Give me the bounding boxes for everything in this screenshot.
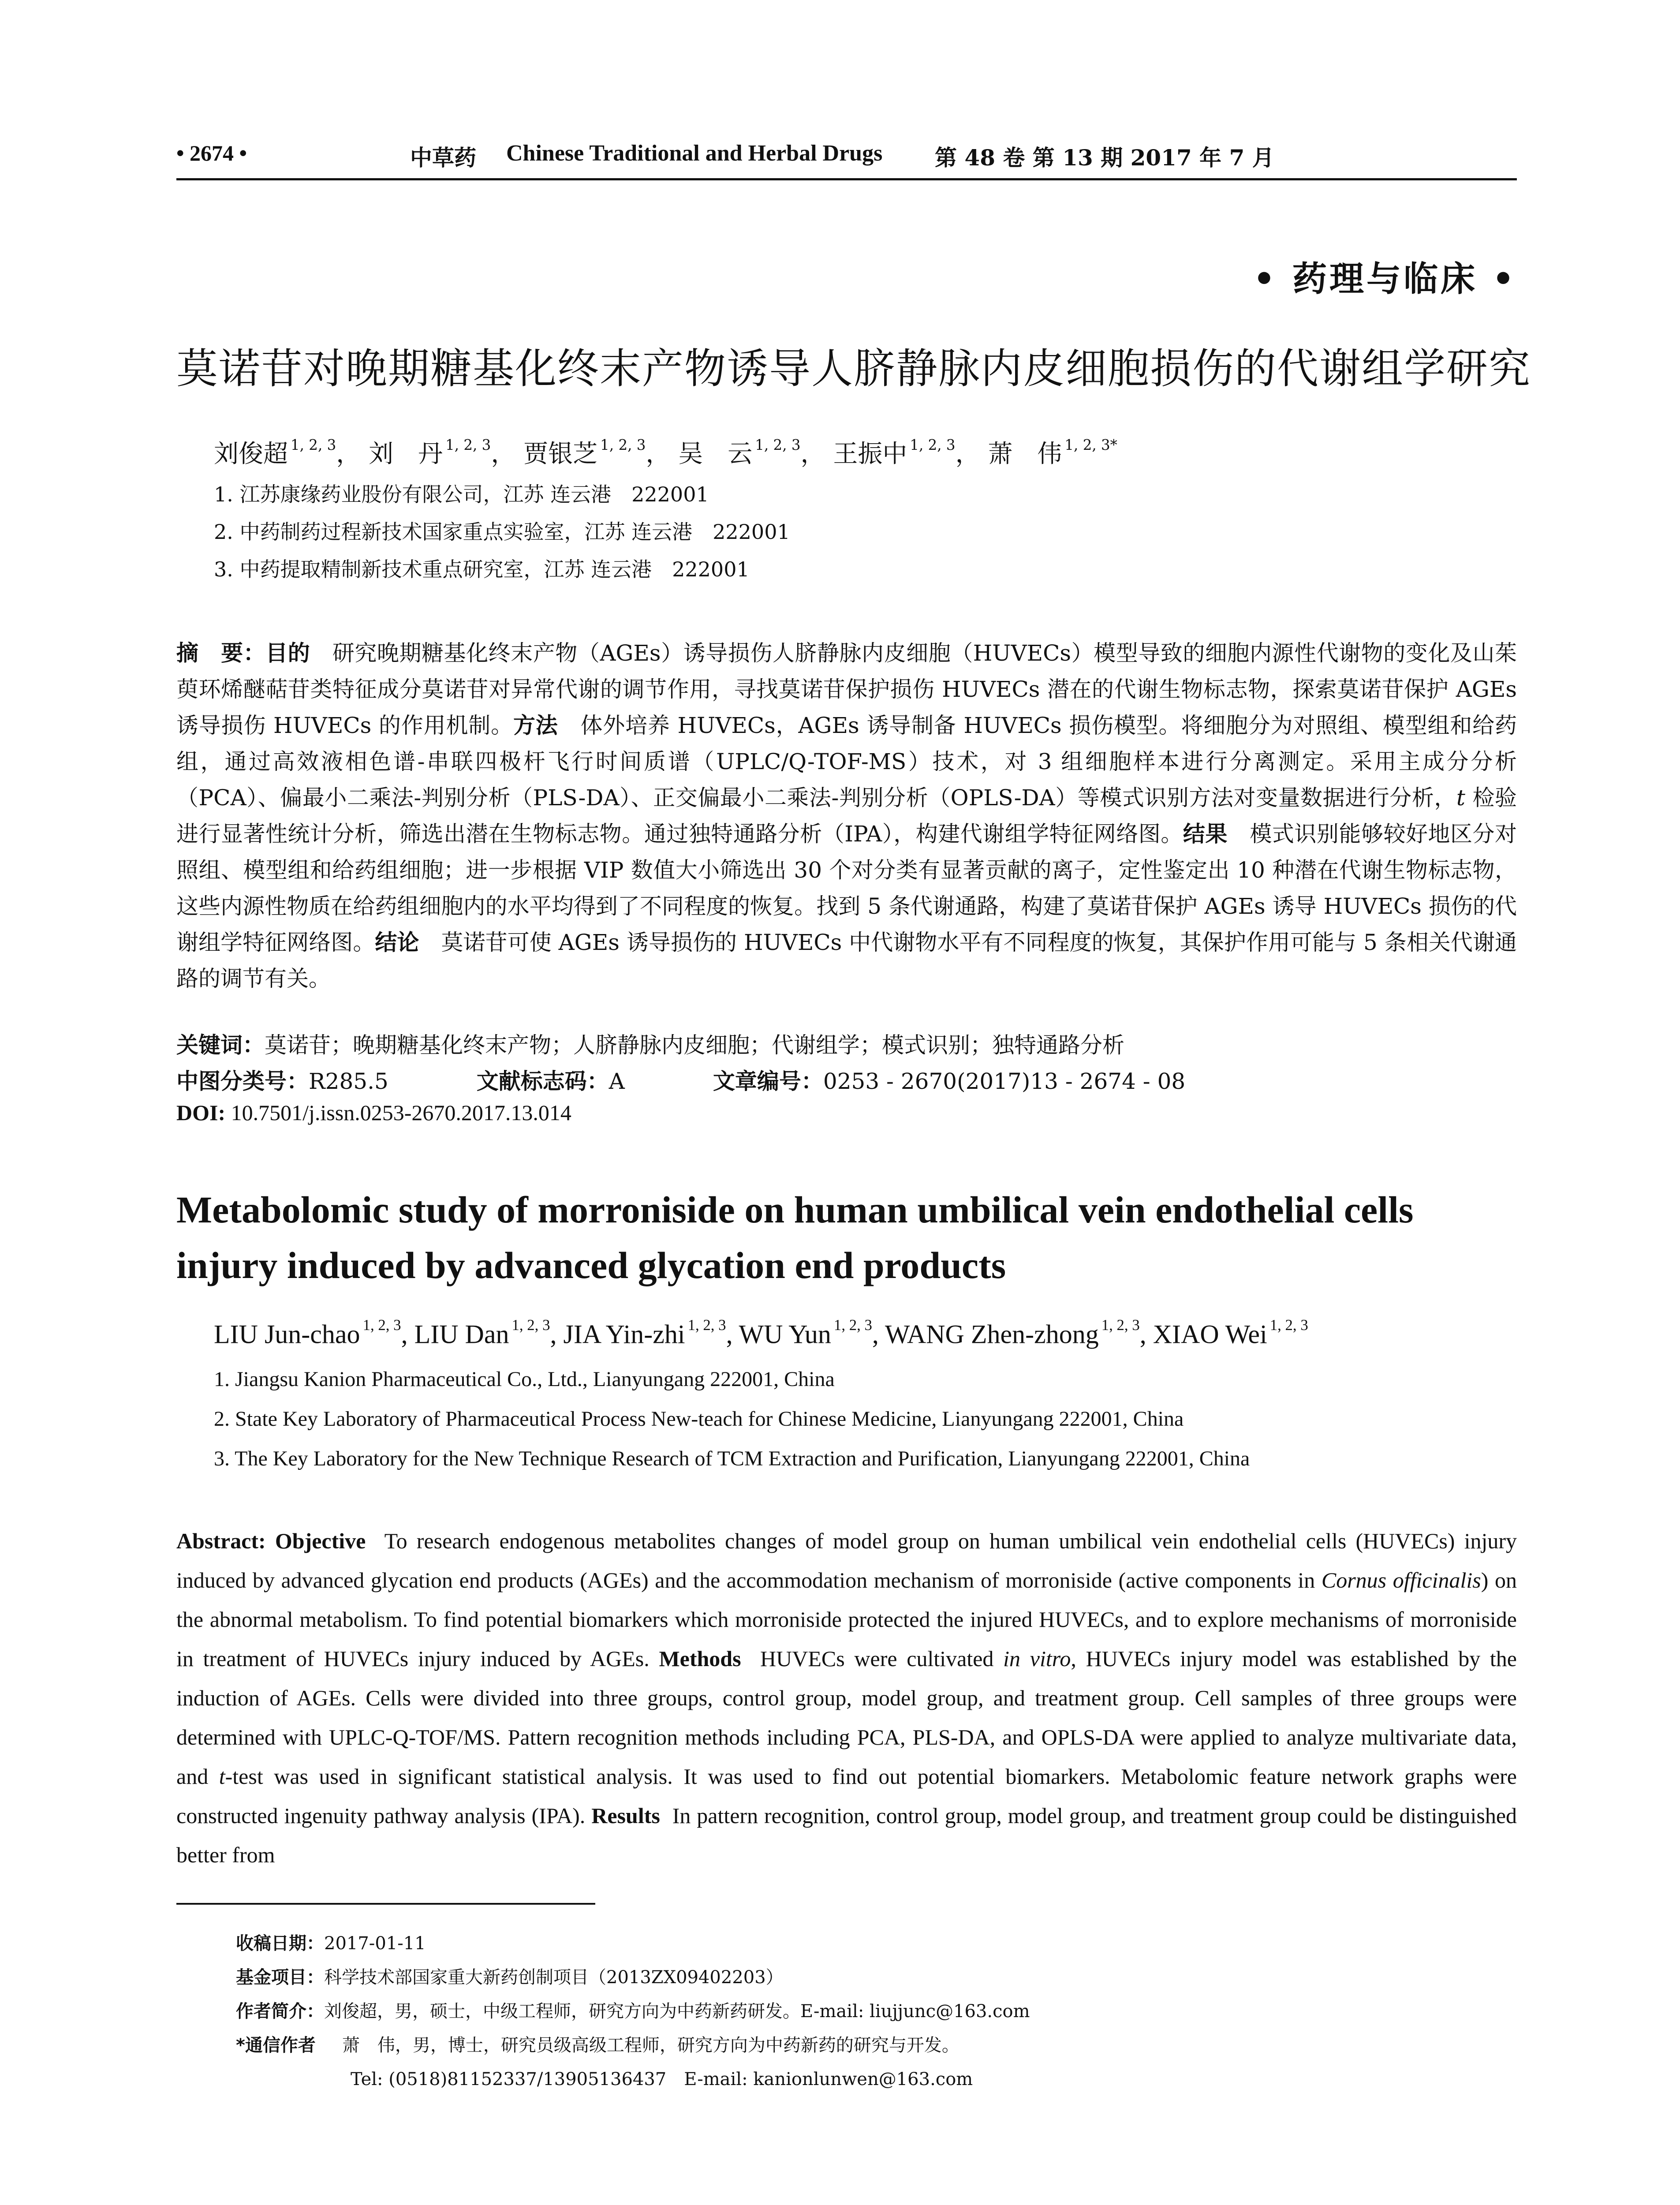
author-name: WANG Zhen-zhong [885, 1319, 1099, 1349]
footnote-bio [236, 1997, 1030, 2022]
affiliation-en: 1. Jiangsu Kanion Pharmaceutical Co., Ltd., Lianyungang 222001, China [214, 1368, 835, 1391]
author-name: WU Yun [739, 1319, 831, 1349]
footnote-contact: Tel: (0518)81152337/13905136437 E-mail: kanionlunwen@163.com [351, 2069, 973, 2089]
affiliation-en: 3. The Key Laboratory for the New Technique Research of TCM Extraction and Purification, Lianyungang 222001, China [214, 1447, 1250, 1470]
page-number: • 2674 • [176, 141, 247, 165]
methods-label: Methods [659, 1646, 741, 1671]
classification-line [176, 1064, 1185, 1095]
author-sup: 1, 2, 3 [291, 437, 336, 454]
article-value: 0253 - 2670(2017)13 - 2674 - 08 [823, 1069, 1186, 1094]
affiliation-cn: 2. 中药制药过程新技术国家重点实验室，江苏 连云港 222001 [214, 520, 790, 544]
author-sup: 1, 2, 3 [600, 437, 646, 454]
author-name: 贾银芝 [523, 440, 598, 468]
fund-value: 科学技术部国家重大新药创制项目（2013ZX09402203） [324, 1967, 784, 1988]
journal-name-en: Chinese Traditional and Herbal Drugs [506, 141, 883, 166]
author-sup: 1, 2, 3 [755, 437, 801, 454]
objective-text: 研究晚期糖基化终末产物（AGEs）诱导损伤人脐静脉内皮细胞（HUVECs）模型导致的细胞内源性代谢物的变化及山茱萸环烯醚萜苷类特征成分莫诺苷对异常代谢的调节作用，寻找莫诺苷保护损伤 HUVECs 潜在的代谢生物标志物，探索莫诺苷保护 AGEs 诱导损伤 HUVECs 的作用机制。 [176, 640, 1517, 738]
author-name: JIA Yin-zhi [563, 1319, 685, 1349]
conclusion-label: 结论 [375, 930, 419, 955]
journal-issue: 第 48 卷 第 13 期 2017 年 7 月 [935, 145, 1274, 171]
clc-value: R285.5 [309, 1069, 388, 1094]
author-sup: 1, 2, 3 [362, 1316, 401, 1334]
author-sup: 1, 2, 3* [1064, 437, 1117, 454]
author-name: 萧 伟 [988, 440, 1062, 468]
author-sup: 1, 2, 3 [910, 437, 956, 454]
article-label: 文章编号： [713, 1069, 823, 1094]
authors-en: LIU Jun-chao $^{1, 2, 3}$, LIU Dan $^{1, 2, 3}$, JIA Yin-zhi $^{1, 2, 3}$, WU Yun $^{1, 2, 3}$, WANG Zhen-zhong $^{1, 2, 3}$, XIAO Wei $^{1, 2, 3}$ [214, 1316, 1308, 1349]
abstract-label: 摘 要： [176, 640, 266, 666]
doi-line [176, 1100, 571, 1125]
journal-name-cn: 中草药 [410, 145, 476, 171]
author-name: 吴 云 [678, 440, 753, 468]
author-name: 刘 丹 [369, 440, 443, 468]
methods-text: 体外培养 HUVECs，AGEs 诱导制备 HUVECs 损伤模型。将细胞分为对照组、模型组和给药组，通过高效液相色谱-串联四极杆飞行时间质谱（UPLC/Q-TOF-MS）技术，对 3 组细胞样本进行分离测定。采用主成分分析（PCA）、偏最小二乘法-判别分析（PLS-DA）、正交偏最小二乘法-判别分析（OPLS-DA）等模式识别方法对变量数据进行分析， [176, 713, 1517, 811]
author-sup: 1, 2, 3 [687, 1316, 726, 1334]
t-italic: t [219, 1764, 225, 1789]
doc-value: A [609, 1069, 625, 1094]
abstract-en [176, 1521, 1517, 1875]
author-name: LIU Jun-chao [214, 1319, 360, 1349]
t-italic: t [1456, 785, 1466, 811]
author-name: 王振中 [833, 440, 907, 468]
affiliation-en: 2. State Key Laboratory of Pharmaceutical Process New-teach for Chinese Medicine, Lianyungang 222001, China [214, 1407, 1184, 1431]
affiliation-cn: 3. 中药提取精制新技术重点研究室，江苏 连云港 222001 [214, 557, 750, 581]
author-sup: 1, 2, 3 [1101, 1316, 1140, 1334]
received-label: 收稿日期： [236, 1933, 324, 1954]
header-rule [176, 178, 1517, 180]
affiliation-cn: 1. 江苏康缘药业股份有限公司，江苏 连云港 222001 [214, 482, 709, 506]
objective-label: Objective [275, 1529, 366, 1553]
title-cn: 莫诺苷对晚期糖基化终末产物诱导人脐静脉内皮细胞损伤的代谢组学研究 [176, 345, 1531, 393]
objective-text: To research endogenous metabolites changes of model group on human umbilical vein endothelial cells (HUVECs) injury induced by advanced glycation end products (AGEs) and the accommodation mechanism of morroniside (active components in [176, 1529, 1517, 1592]
fund-label: 基金项目： [236, 1967, 324, 1988]
keywords-label: 关键词： [176, 1032, 265, 1058]
in-vitro-italic: in vitro [1003, 1646, 1071, 1671]
doc-label: 文献标志码： [476, 1069, 609, 1094]
corr-label: *通信作者 [236, 2035, 316, 2056]
author-name: 刘俊超 [214, 440, 288, 468]
doi-value: 10.7501/j.issn.0253-2670.2017.13.014 [225, 1100, 571, 1125]
results-label: 结果 [1183, 821, 1228, 847]
results-text: 模式识别能够较好地区分对照组、模型组和给药组细胞；进一步根据 VIP 数值大小筛选出 30 个对分类有显著贡献的离子，定性鉴定出 10 种潜在代谢生物标志物，这些内源性物质在给药组细胞内的水平均得到了不同程度的恢复。找到 5 条代谢通路，构建了莫诺苷保护 AGEs 诱导 HUVECs 损伤的代谢组学特征网络图。 [176, 821, 1517, 955]
methods-text: HUVECs were cultivated [760, 1646, 1004, 1671]
corr-value: 萧 伟，男，博士，研究员级高级工程师，研究方向为中药新药的研究与开发。 [342, 2035, 959, 2056]
abstract-cn [176, 635, 1517, 997]
species-italic: Cornus officinalis [1321, 1568, 1481, 1592]
footnote-fund [236, 1963, 784, 1988]
bio-value: 刘俊超，男，硕士，中级工程师，研究方向为中药新药研发。E-mail: liujjunc@163.com [324, 2001, 1030, 2022]
footnote-received [236, 1929, 426, 1955]
footnote-rule [176, 1903, 595, 1905]
authors-cn: 刘俊超 $^{1, 2, 3}$， 刘 丹 $^{1, 2, 3}$， 贾银芝 $^{1, 2, 3}$， 吴 云 $^{1, 2, 3}$， 王振中 $^{1, 2, 3}$， 萧 伟 $^{1, 2, 3*}$ [214, 437, 1117, 468]
title-en: Metabolomic study of morroniside on human umbilical vein endothelial cells injury induced by advanced glycation end products [176, 1188, 1414, 1286]
clc-label: 中图分类号： [176, 1069, 309, 1094]
methods-text-2: , HUVECs injury model was established by the induction of AGEs. Cells were divided into three groups, control group, model group, and treatment group. Cell samples of three groups were determined with UPLC-Q-TOF/MS. Pattern recognition methods including PCA, PLS-DA, and OPLS-DA were applied to analyze multivariate data, and [176, 1646, 1517, 1789]
keywords-text: 莫诺苷；晚期糖基化终末产物；人脐静脉内皮细胞；代谢组学；模式识别；独特通路分析 [265, 1032, 1124, 1058]
bio-label: 作者简介： [236, 2001, 324, 2022]
author-name: XIAO Wei [1153, 1319, 1267, 1349]
received-value: 2017-01-11 [324, 1933, 426, 1954]
author-name: LIU Dan [414, 1319, 509, 1349]
author-sup: 1, 2, 3 [833, 1316, 872, 1334]
methods-text-2: 检验进行显著性统计分析，筛选出潜在生物标志物。通过独特通路分析（IPA），构建代谢组学特征网络图。 [176, 785, 1517, 847]
results-label: Results [591, 1803, 660, 1828]
keywords-cn [176, 1028, 1124, 1059]
author-sup: 1, 2, 3 [445, 437, 491, 454]
section-heading: • 药理与临床 • [1253, 259, 1517, 299]
conclusion-text: 莫诺苷可使 AGEs 诱导损伤的 HUVECs 中代谢物水平有不同程度的恢复，其保护作用可能与 5 条相关代谢通路的调节有关。 [176, 930, 1517, 991]
methods-label: 方法 [513, 713, 558, 738]
objective-text-2: ) on the abnormal metabolism. To find potential biomarkers which morroniside protected the injured HUVECs, and to explore mechanisms of morroniside in treatment of HUVECs injury induced by AGEs. [176, 1568, 1517, 1671]
results-text: In pattern recognition, control group, model group, and treatment group could be distinguished better from [176, 1803, 1517, 1867]
footnote-corresponding [236, 2031, 959, 2056]
author-sup: 1, 2, 3 [1269, 1316, 1308, 1334]
objective-label: 目的 [265, 640, 310, 666]
doi-label: DOI: [176, 1100, 226, 1125]
author-sup: 1, 2, 3 [511, 1316, 550, 1334]
methods-text-3: -test was used in significant statistical analysis. It was used to find out potential biomarkers. Metabolomic feature network graphs were constructed ingenuity pathway analysis (IPA). [176, 1764, 1517, 1828]
abstract-label: Abstract: [176, 1529, 266, 1553]
